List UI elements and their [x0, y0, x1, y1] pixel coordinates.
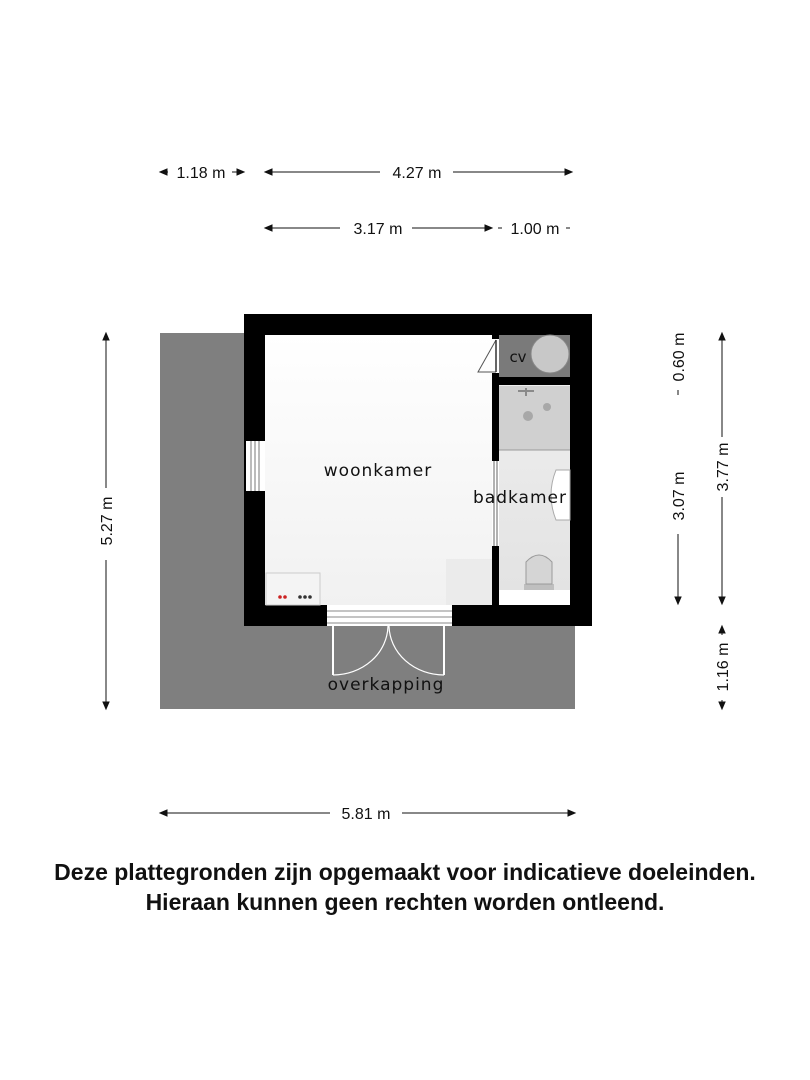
cv-bath-wall: [499, 377, 570, 385]
room-label-boiler: cv: [509, 348, 527, 366]
dimension-label-5-81: 5.81 m: [341, 806, 391, 823]
boiler-unit: [531, 335, 569, 373]
cabinet: [446, 559, 492, 605]
stove-knob-5: [308, 595, 312, 599]
dimension-label-1-18: 1.18 m: [176, 165, 226, 182]
stove-knob-2: [283, 595, 287, 599]
stove-knob-4: [303, 595, 307, 599]
room-label-bathroom: badkamer: [473, 488, 567, 508]
shower-area: [499, 386, 570, 450]
shower-tap: [543, 403, 551, 411]
toilet-bowl: [526, 555, 552, 584]
disclaimer-line-1: Deze plattegronden zijn opgemaakt voor indicatieve doeleinden.: [54, 859, 756, 885]
stove-knob-3: [298, 595, 302, 599]
bathroom-bottom-strip: [499, 590, 570, 605]
disclaimer-line-2: Hieraan kunnen geen rechten worden ontleend.: [145, 889, 665, 915]
dimension-label-3-07: 3.07 m: [671, 471, 688, 521]
dimension-label-1-00: 1.00 m: [510, 221, 560, 238]
room-label-canopy: overkapping: [327, 675, 445, 695]
stove-knob-1: [278, 595, 282, 599]
dimension-label-4-27: 4.27 m: [392, 165, 442, 182]
dimension-label-3-17: 3.17 m: [353, 221, 403, 238]
kitchen-counter: [266, 573, 320, 605]
dimension-label-0-60: 0.60 m: [671, 332, 688, 382]
dimension-label-5-27: 5.27 m: [99, 496, 116, 546]
shower-drain: [523, 411, 533, 421]
dimension-label-3-77: 3.77 m: [715, 442, 732, 492]
dimension-label-1-16: 1.16 m: [715, 642, 732, 692]
room-label-living-room: woonkamer: [323, 461, 433, 481]
